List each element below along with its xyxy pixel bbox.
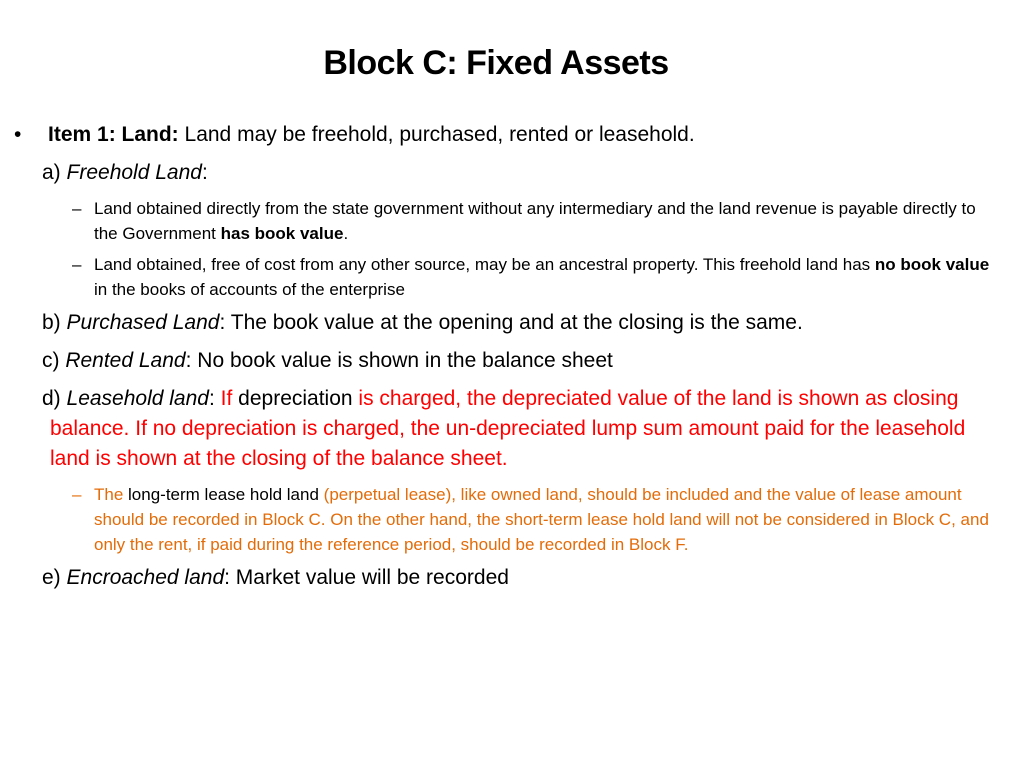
- has-book-value: has book value: [220, 224, 344, 243]
- rented-land-term: Rented Land: [65, 349, 186, 372]
- leasehold-colon: :: [208, 387, 221, 410]
- item1-label: Item 1: Land:: [48, 123, 179, 146]
- freehold-sub-item-1: [14, 196, 1004, 246]
- rented-land-paragraph: [14, 346, 1004, 376]
- item-c-prefix: c): [42, 349, 66, 372]
- freehold-land-term: Freehold Land: [66, 161, 202, 184]
- encroached-land-paragraph: [14, 563, 1004, 593]
- item1-text: Land may be freehold, purchased, rented or leasehold.: [178, 123, 695, 146]
- purchased-land-text: : The book value at the opening and at the closing is the same.: [219, 311, 803, 334]
- no-book-value: no book value: [874, 255, 990, 274]
- freehold-sub-1-text: Land obtained directly from the state government without any intermediary and the land revenue is payable directly to the Government: [94, 199, 976, 243]
- purchased-land-term: Purchased Land: [66, 311, 220, 334]
- leasehold-depreciation: depreciation: [232, 387, 359, 410]
- long-term-lease-text: long-term lease hold land: [128, 485, 319, 504]
- rented-land-text: : No book value is shown in the balance sheet: [185, 349, 613, 372]
- dash-icon: –: [72, 199, 82, 218]
- lease-orange-text: (perpetual lease), like owned land, should be included and the value of lease amount should be recorded in Block C. On the other hand, the short-term lease hold land will not be considered in Block C, and only the rent, if paid during the reference period, should be recorded in Block F.: [94, 485, 989, 554]
- freehold-sub-2-end: in the books of accounts of the enterprise: [94, 280, 405, 299]
- leasehold-land-paragraph: [14, 384, 1004, 474]
- freehold-land-heading: [14, 158, 1004, 188]
- dash-icon: –: [72, 485, 82, 504]
- encroached-land-term: Encroached land: [66, 566, 225, 589]
- slide-body: [14, 120, 1004, 601]
- purchased-land-paragraph: [14, 308, 1004, 338]
- freehold-sub-item-2: [14, 252, 1004, 302]
- dash-icon: –: [72, 255, 82, 274]
- encroached-land-text: : Market value will be recorded: [224, 566, 509, 589]
- lease-orange-the: The: [94, 485, 129, 504]
- leasehold-red-text: is charged, the depreciated value of the land is shown as closing balance. If no depreciation is charged, the un-depreciated lump sum amount paid for the leasehold land is shown at the closing of the balance sheet.: [50, 387, 966, 470]
- slide-title: Block C: Fixed Assets: [323, 44, 669, 82]
- item-a-suffix: :: [201, 161, 208, 184]
- freehold-sub-1-end: .: [343, 224, 349, 243]
- bullet-icon: •: [14, 123, 22, 146]
- leasehold-red-if: If: [220, 387, 233, 410]
- item-d-prefix: d): [42, 387, 67, 410]
- item-e-prefix: e): [42, 566, 67, 589]
- item1-bullet-line: [14, 120, 1004, 150]
- leasehold-sub-item: [14, 482, 1004, 557]
- freehold-sub-2-text: Land obtained, free of cost from any other source, may be an ancestral property. This freehold land has: [94, 255, 875, 274]
- item-b-prefix: b): [42, 311, 67, 334]
- item-a-prefix: a): [42, 161, 67, 184]
- leasehold-land-term: Leasehold land: [66, 387, 209, 410]
